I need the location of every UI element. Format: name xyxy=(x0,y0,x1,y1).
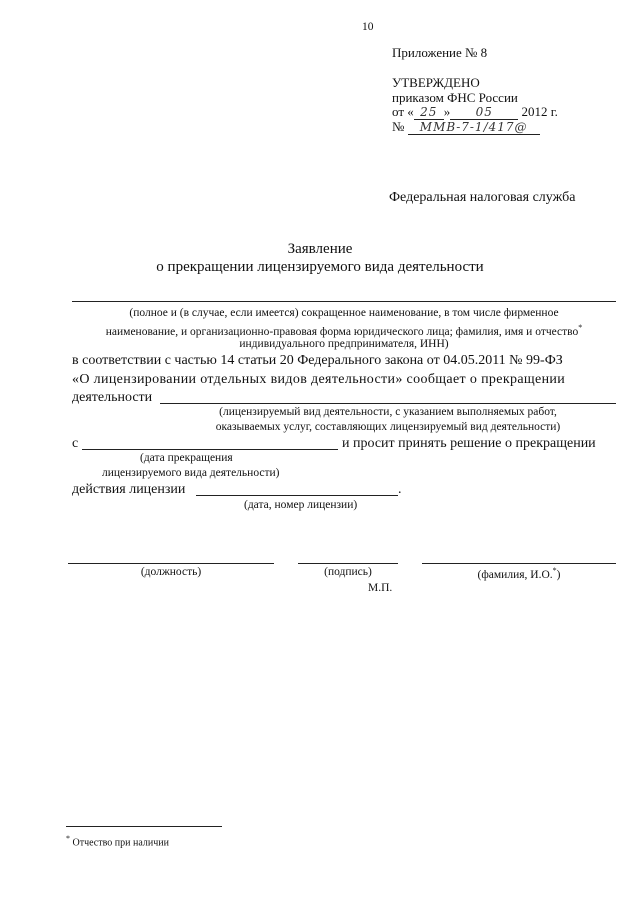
license-end: . xyxy=(398,482,402,497)
activity-field xyxy=(160,403,616,404)
appendix-label: Приложение № 8 xyxy=(392,45,488,60)
signature-field xyxy=(298,563,398,564)
date-year: 2012 г. xyxy=(521,104,558,119)
date-hint-line1: (дата прекращения xyxy=(140,452,233,464)
date-prefix: от « xyxy=(392,104,414,119)
position-field xyxy=(68,563,274,564)
termination-date-field xyxy=(82,449,338,450)
applicant-hint-line3: индивидуального предпринимателя, ИНН) xyxy=(239,338,449,350)
approved-label: УТВЕРЖДЕНО xyxy=(392,75,480,90)
body-line-1: в соответствии с частью 14 статьи 20 Федерального закона от 04.05.2011 № 99-ФЗ xyxy=(72,353,563,368)
order-number xyxy=(392,119,540,135)
activity-hint-line2: оказываемых услуг, составляющих лицензируемый вид деятельности) xyxy=(215,421,561,433)
from-word: с xyxy=(72,436,79,451)
activity-hint-line1: (лицензируемый вид деятельности, с указанием выполняемых работ, xyxy=(219,406,557,418)
page-number: 10 xyxy=(362,21,374,33)
handwritten-number: ММВ-7-1/417@ xyxy=(408,120,540,135)
date-mid: » xyxy=(443,104,451,119)
applicant-name-field xyxy=(72,301,616,302)
document-title: Заявление xyxy=(287,241,353,257)
handwritten-day: 25 xyxy=(414,105,444,120)
applicant-hint-line1: (полное и (в случае, если имеется) сокращенное наименование, в том числе фирменное xyxy=(129,307,559,319)
footnote xyxy=(66,834,169,848)
position-hint: (должность) xyxy=(140,566,202,578)
signature-hint: (подпись) xyxy=(324,566,372,578)
number-prefix: № xyxy=(392,119,405,134)
seal-label: М.П. xyxy=(368,582,393,594)
footnote-mark: * xyxy=(66,834,70,843)
body-line-2: «О лицензировании отдельных видов деятельности» сообщает о прекращении xyxy=(72,372,566,387)
order-date xyxy=(392,104,558,120)
recipient: Федеральная налоговая служба xyxy=(389,190,576,205)
footnote-separator xyxy=(66,826,222,827)
applicant-hint-line2: наименование, и организационно-правовая форма юридического лица; фамилия, имя и отчество* xyxy=(105,323,583,338)
license-action-label: действия лицензии xyxy=(72,482,186,497)
request-text: и просит принять решение о прекращении xyxy=(342,436,596,451)
body-line-3: деятельности xyxy=(72,390,153,405)
document-subtitle: о прекращении лицензируемого вида деятельности xyxy=(156,259,484,275)
order-label: приказом ФНС России xyxy=(392,90,518,105)
license-field xyxy=(196,495,398,496)
full-name-hint: (фамилия, И.О.*) xyxy=(477,566,561,581)
full-name-field xyxy=(422,563,616,564)
license-hint: (дата, номер лицензии) xyxy=(244,499,358,511)
handwritten-month: 05 xyxy=(450,105,518,120)
footnote-text: Отчество при наличии xyxy=(72,837,169,849)
footnote-mark: * xyxy=(552,566,557,575)
date-hint-line2: лицензируемого вида деятельности) xyxy=(102,467,280,479)
footnote-mark: * xyxy=(578,323,583,332)
